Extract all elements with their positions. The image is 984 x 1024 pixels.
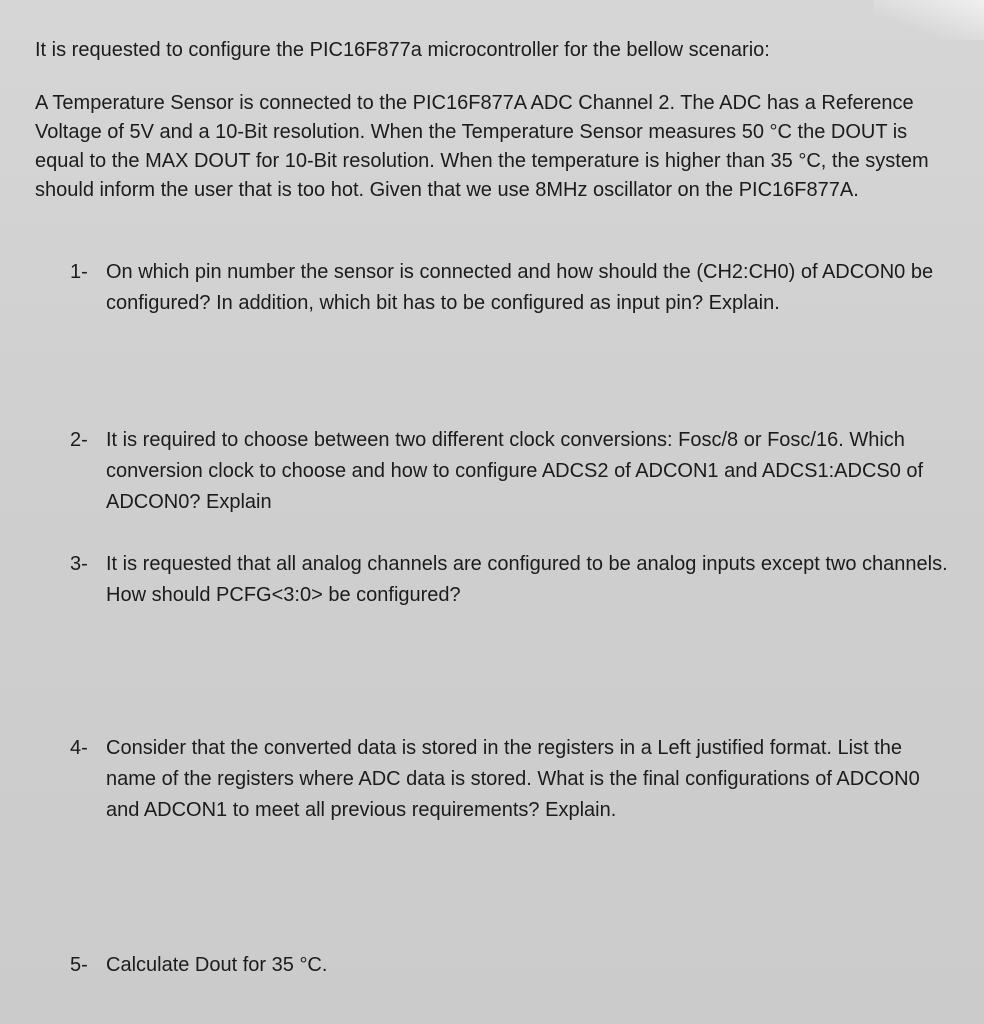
question-4 [70,733,950,826]
question-text: It is requested that all analog channels are configured to be analog inputs except two channels. How should PCFG<3:0> be configured? [106,553,948,606]
page-corner-shade [874,0,984,40]
intro-text: It is requested to configure the PIC16F877a microcontroller for the bellow scenario: [35,39,770,61]
question-number: 2- [70,429,88,451]
question-number: 4- [70,737,88,759]
question-text: It is required to choose between two different clock conversions: Fosc/8 or Fosc/16. Which conversion clock to choose and how to configure ADCS2 of ADCON1 and ADCS1:ADCS0 of ADCON0? Explain [106,429,924,513]
scenario-paragraph: A Temperature Sensor is connected to the PIC16F877A ADC Channel 2. The ADC has a Reference Voltage of 5V and a 10-Bit resolution. When the Temperature Sensor measures 50 °C the DOUT is equal to the MAX DOUT for 10-Bit resolution. When the temperature is higher than 35 °C, the system should inform the user that is too hot. Given that we use 8MHz oscillator on the PIC16F877A. [35,92,929,201]
question-5 [70,950,950,981]
question-2 [70,425,950,518]
question-3 [70,549,950,611]
question-text: Calculate Dout for 35 °C. [106,954,328,976]
question-number: 5- [70,954,88,976]
question-1 [70,257,950,319]
question-number: 3- [70,553,88,575]
question-text: On which pin number the sensor is connected and how should the (CH2:CH0) of ADCON0 be configured? In addition, which bit has to be configured as input pin? Explain. [106,261,934,314]
question-text: Consider that the converted data is stored in the registers in a Left justified format. List the name of the registers where ADC data is stored. What is the final configurations of ADCON0 and ADCON1 to meet all previous requirements? Explain. [106,737,920,821]
question-number: 1- [70,261,88,283]
